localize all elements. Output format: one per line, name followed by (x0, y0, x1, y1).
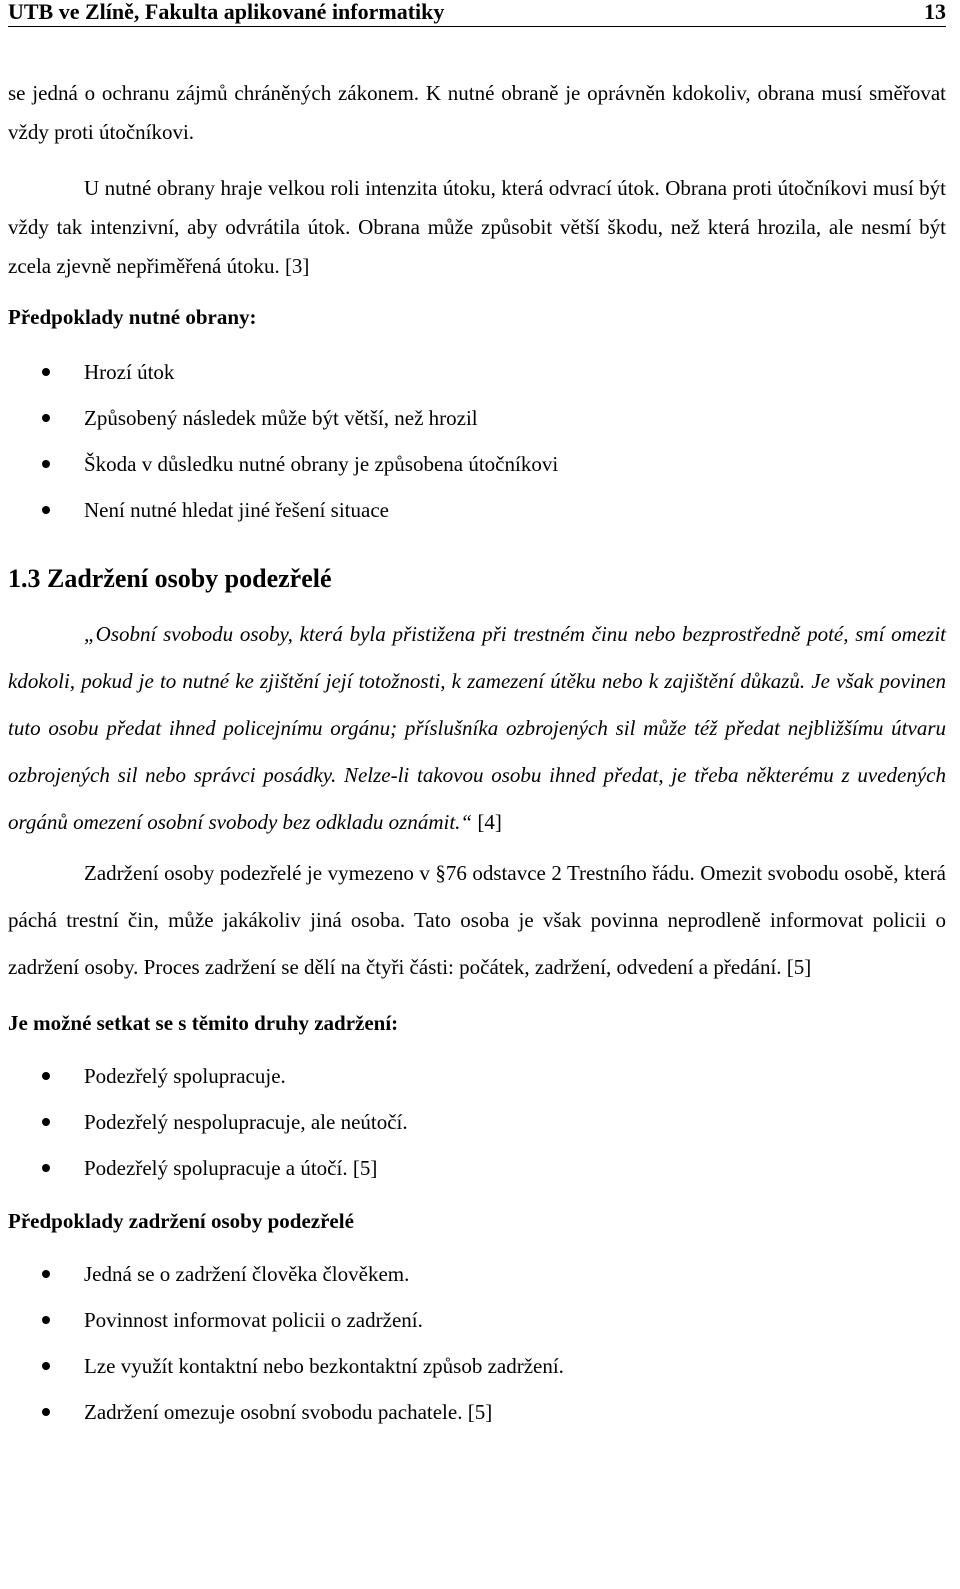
list-item (8, 1389, 946, 1435)
list-item (8, 1099, 946, 1145)
legal-quote (8, 611, 946, 846)
document-body (8, 74, 946, 1435)
paragraph-intensity: U nutné obrany hraje velkou roli intenzita útoku, která odvrací útok. Obrana proti útočníkovi musí být vždy tak intenzivní, aby odvrátila útok. Obrana může způsobit větší škodu, než která hrozila, ale nesmí být zcela zjevně nepřiměřená útoku. [3] (8, 176, 946, 278)
list-item-text: Jedná se o zadržení člověka člověkem. (84, 1262, 410, 1286)
list-item (8, 349, 946, 395)
bullet-icon (42, 1164, 50, 1172)
list-item-text: Povinnost informovat policii o zadržení. (84, 1308, 423, 1332)
paragraph-detention: Zadržení osoby podezřelé je vymezeno v §76 odstavce 2 Trestního řádu. Omezit svobodu osobě, která páchá trestní čin, může jakákoliv jiná osoba. Tato osoba je však povinna neprodleně informovat policii o zadržení osoby. Proces zadržení se dělí na čtyři části: počátek, zadržení, odvedení a předání. [5] (8, 861, 946, 979)
list-item-text: Způsobený následek může být větší, než hrozil (84, 406, 478, 430)
heading-detention-prerequisites: Předpoklady zadržení osoby podezřelé (8, 1209, 354, 1233)
list-item-text: Škoda v důsledku nutné obrany je způsobena útočníkovi (84, 452, 559, 476)
paragraph-continuation: se jedná o ochranu zájmů chráněných zákonem. K nutné obraně je oprávněn kdokoliv, obrana musí směřovat vždy proti útočníkovi. (8, 81, 946, 144)
list-item-text: Zadržení omezuje osobní svobodu pachatele. [5] (84, 1400, 493, 1424)
bullet-icon (42, 368, 50, 376)
page-header (8, 0, 946, 27)
list-item (8, 1251, 946, 1297)
quote-reference: [4] (472, 810, 502, 834)
list-item (8, 1053, 946, 1099)
bullet-icon (42, 506, 50, 514)
bullet-icon (42, 1270, 50, 1278)
bullet-icon (42, 1408, 50, 1416)
list-item-text: Podezřelý spolupracuje a útočí. [5] (84, 1156, 378, 1180)
bullet-icon (42, 1362, 50, 1370)
bullet-icon (42, 1118, 50, 1126)
bullet-icon (42, 1316, 50, 1324)
list-detention-prerequisites (8, 1251, 946, 1435)
bullet-icon (42, 1072, 50, 1080)
list-item (8, 1145, 946, 1191)
section-title: 1.3 Zadržení osoby podezřelé (8, 564, 332, 593)
list-item-text: Podezřelý nespolupracuje, ale neútočí. (84, 1110, 408, 1134)
list-item-text: Není nutné hledat jiné řešení situace (84, 498, 389, 522)
list-prerequisites (8, 349, 946, 533)
bullet-icon (42, 460, 50, 468)
list-item (8, 1343, 946, 1389)
list-item (8, 1297, 946, 1343)
list-item-text: Podezřelý spolupracuje. (84, 1064, 286, 1088)
list-item (8, 487, 946, 533)
list-detention-types (8, 1053, 946, 1191)
bullet-icon (42, 414, 50, 422)
heading-prerequisites: Předpoklady nutné obrany: (8, 305, 257, 329)
list-item (8, 395, 946, 441)
heading-detention-types: Je možné setkat se s těmito druhy zadržení: (8, 1011, 399, 1035)
page-number: 13 (924, 0, 946, 24)
list-item (8, 441, 946, 487)
header-title: UTB ve Zlíně, Fakulta aplikované informatiky (8, 0, 445, 24)
list-item-text: Lze využít kontaktní nebo bezkontaktní způsob zadržení. (84, 1354, 564, 1378)
list-item-text: Hrozí útok (84, 360, 175, 384)
quote-text: „Osobní svobodu osoby, která byla přistižena při trestném činu nebo bezprostředně poté, smí omezit kdokoli, pokud je to nutné ke zjištění její totožnosti, k zamezení útěku nebo k zajištění důkazů. Je však povinen tuto osobu předat ihned policejnímu orgánu; příslušníka ozbrojených sil může též předat nejbližšímu útvaru ozbrojených sil nebo správci posádky. Nelze-li takovou osobu ihned předat, je třeba některému z uvedených orgánů omezení osobní svobody bez odkladu oznámit.“ (8, 622, 946, 834)
